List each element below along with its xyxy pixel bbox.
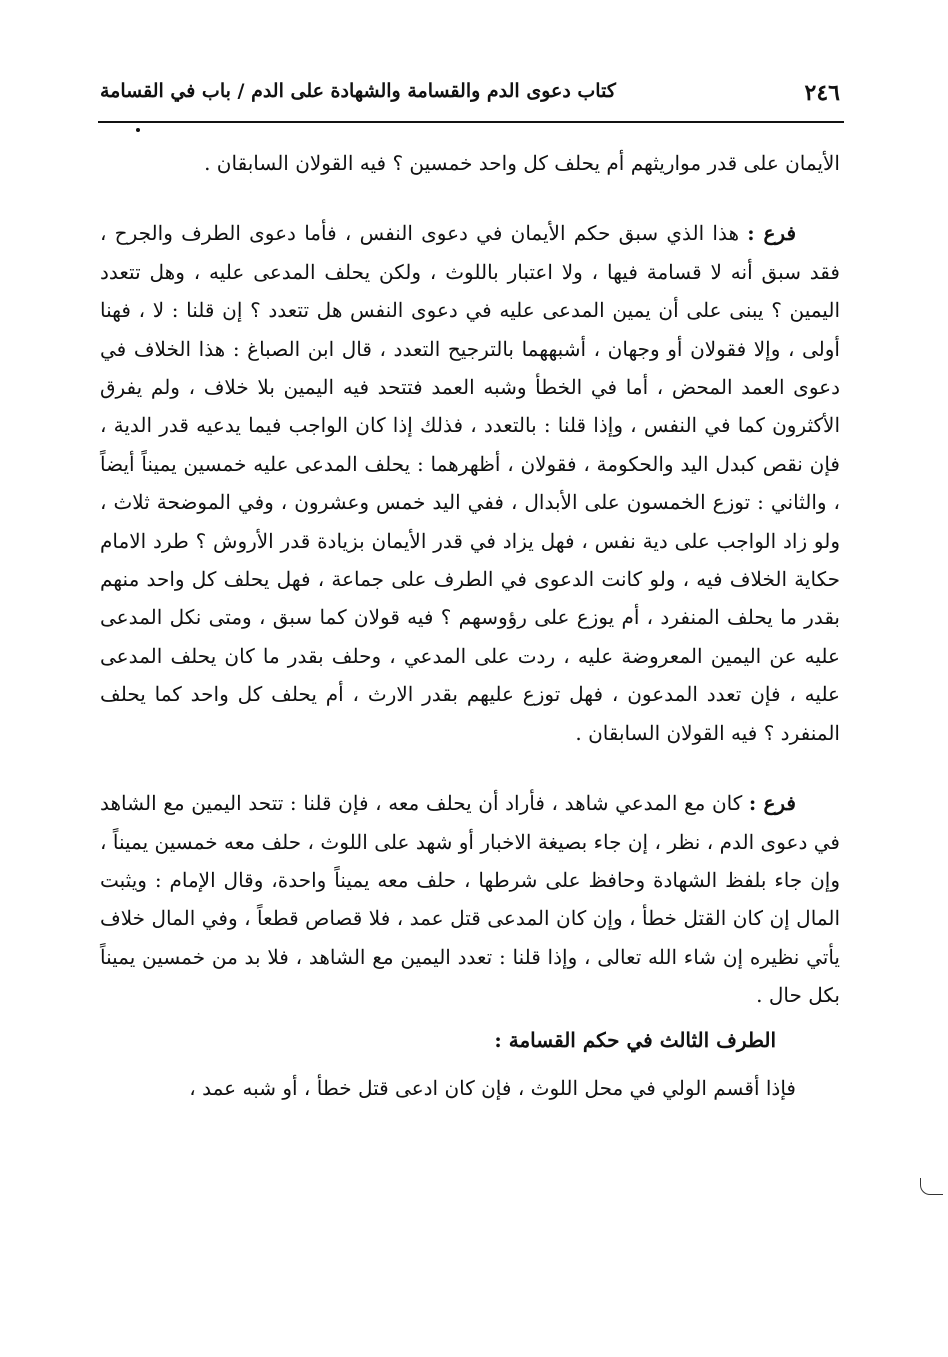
paragraph-section-start: فإذا أقسم الولي في محل اللوث ، فإن كان ادعى قتل خطأ ، أو شبه عمد ، — [189, 1075, 796, 1100]
paragraph-spacer — [100, 752, 840, 784]
branch-lead-2: فرع : — [748, 791, 796, 816]
margin-mark — [920, 1178, 943, 1195]
section-heading: الطرف الثالث في حكم القسامة : — [494, 1027, 776, 1052]
branch-text-2: كان مع المدعي شاهد ، فأراد أن يحلف معه ، فإن قلنا : تتحد اليمين مع الشاهد في دعوى الدم ، نظر ، إن جاء بصيغة الاخبار أو شهد على اللوث ، حلف معه خمسين يميناً ، وإن جاء بلفظ الشهادة وحافظ على شرطها ، حلف معه يميناً واحدة، وقال الإمام : ويثبت المال إن كان القتل خطأ ، وإن كان المدعى قتل عمد ، فلا قصاص قطعاً ، وفي المال خلاف يأتي نظيره إن شاء الله تعالى ، وإذا قلنا : تعدد اليمين مع الشاهد ، فلا بد من خمسين يميناً بكل حال . — [100, 791, 840, 1008]
page-header — [100, 72, 840, 116]
branch-text-1: هذا الذي سبق حكم الأيمان في دعوى النفس ، فأما دعوى الطرف والجرح ، فقد سبق أنه لا قسامة فيها ، ولا اعتبار باللوث ، ولكن يحلف المدعى عليه ، وهل تتعدد اليمين ؟ يبنى على أن يمين المدعى عليه في دعوى النفس هل تتعدد ؟ إن قلنا : لا ، فهنا أولى ، وإلا فقولان أو وجهان ، أشبههما بالترجيح التعدد ، قال ابن الصباغ : هذا الخلاف في دعوى العمد المحض ، أما في الخطأ وشبه العمد فتتحد فيه اليمين بلا خلاف ، ولم يفرق الأكثرون كما في النفس ، وإذا قلنا : بالتعدد ، فذلك إذا كان الواجب فيما يدعيه قدر الدية ، فإن نقص كبدل اليد والحكومة ، فقولان ، أظهرهما : يحلف المدعى عليه خمسين يميناً أيضاً ، والثاني : توزع الخمسون على الأبدال ، ففي اليد خمس وعشرون ، وفي الموضحة ثلاث ، ولو زاد الواجب على دية نفس ، فهل يزاد في قدر الأيمان بزيادة قدر الأروش ؟ طرد الامام حكاية الخلاف فيه ، ولو كانت الدعوى في الطرف على جماعة ، فهل يحلف كل واحد منهم بقدر ما يحلف المنفرد ، أم يوزع على رؤوسهم ؟ فيه قولان كما سبق ، ومتى نكل المدعى عليه عن اليمين المعروضة عليه ، ردت على المدعي ، وحلف بقدر ما كان يحلف المدعى عليه ، فإن تعدد المدعون ، فهل توزع عليهم بقدر الارث ، أم يحلف كل واحد كما يحلف المنفرد ؟ فيه القولان السابقان . — [100, 221, 841, 745]
paragraph-branch-1 — [100, 214, 840, 752]
ink-dot — [136, 128, 140, 132]
paragraph-branch-2 — [100, 784, 840, 1014]
running-title: كتاب دعوى الدم والقسامة والشهادة على الدم / باب في القسامة — [100, 80, 616, 102]
page-number: ٢٤٦ — [804, 80, 840, 106]
header-divider — [98, 121, 844, 123]
branch-lead-1: فرع : — [747, 221, 797, 246]
paragraph-continuation: الأيمان على قدر مواريثهم أم يحلف كل واحد خمسين ؟ فيه القولان السابقان . — [204, 151, 840, 175]
main-text — [100, 144, 840, 1107]
paragraph-spacer — [100, 182, 840, 214]
